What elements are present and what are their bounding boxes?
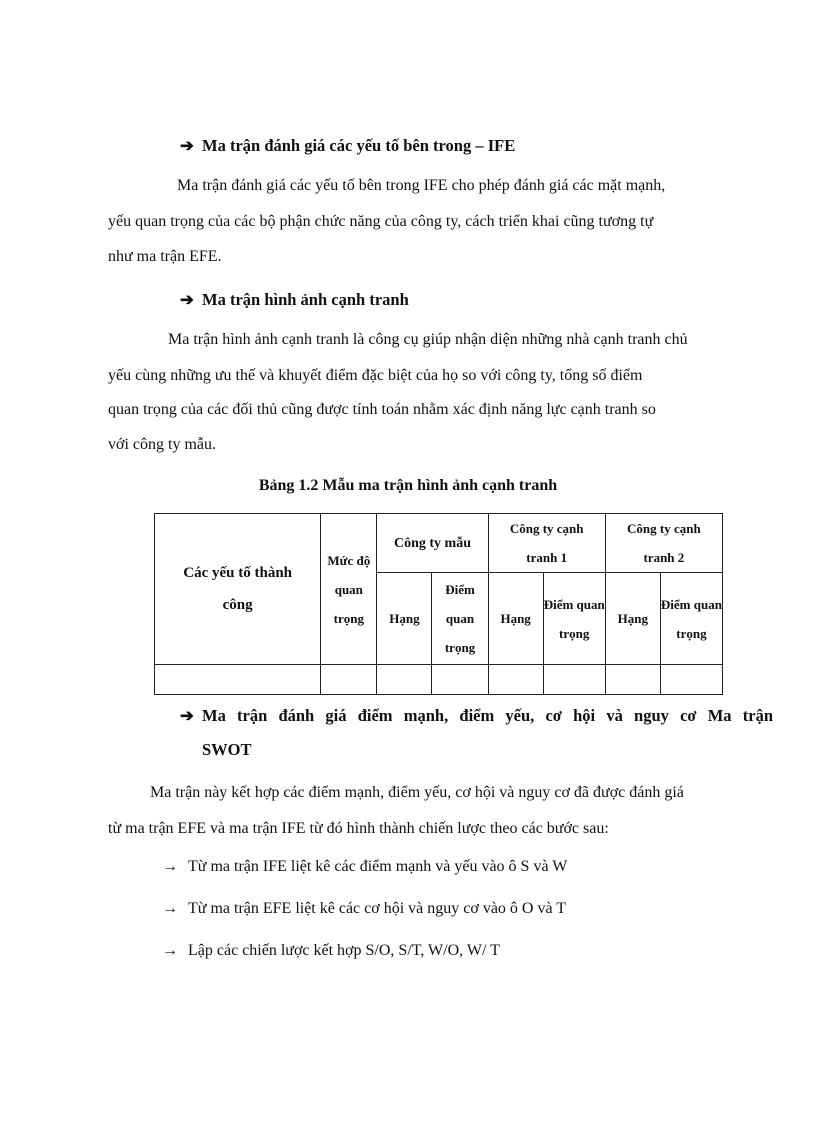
subheader-score: Điểm quan trọng	[660, 573, 722, 665]
ife-heading-text: Ma trận đánh giá các yếu tố bên trong – IFE	[202, 136, 516, 155]
arrow-right-icon: ➔	[180, 290, 194, 309]
header-competitor-1: Công ty cạnh tranh 1	[488, 514, 605, 573]
cpm-para-line-3: quan trọng của các đối thủ cũng được tính toán nhằm xác định năng lực cạnh tranh so	[108, 401, 656, 418]
arrow-right-icon: ➔	[180, 706, 194, 725]
arrow-right-icon: →	[162, 900, 178, 917]
swot-intro-line-2: từ ma trận EFE và ma trận IFE từ đó hình thành chiến lược theo các bước sau:	[108, 820, 609, 837]
table-caption: Bảng 1.2 Mẫu ma trận hình ảnh cạnh tranh	[258, 477, 558, 494]
subheader-score: Điểm quan trọng	[543, 573, 605, 665]
swot-step: → Từ ma trận EFE liệt kê các cơ hội và nguy cơ vào ô O và T	[162, 900, 567, 917]
cpm-para-line-2: yếu cùng những ưu thế và khuyết điểm đặc biệt của họ so với công ty, tổng số điểm	[108, 367, 643, 384]
subheader-rank: Hạng	[605, 573, 660, 665]
table-cell	[543, 665, 605, 695]
table-cell	[488, 665, 543, 695]
header-importance: Mức độ quan trọng	[321, 514, 377, 665]
header-sample-company: Công ty mẫu	[377, 514, 488, 573]
ife-heading	[180, 136, 515, 156]
table-cell	[432, 665, 488, 695]
subheader-rank: Hạng	[377, 573, 432, 665]
arrow-right-icon: →	[162, 942, 178, 959]
cpm-heading-text: Ma trận hình ảnh cạnh tranh	[202, 290, 409, 309]
subheader-score: Điểm quan trọng	[432, 573, 488, 665]
ife-para-line-1: Ma trận đánh giá các yếu tố bên trong IFE cho phép đánh giá các mặt mạnh,	[177, 177, 666, 194]
swot-heading-line-2: SWOT	[202, 740, 252, 759]
competitive-matrix-table	[154, 513, 723, 695]
cpm-para-line-1: Ma trận hình ảnh cạnh tranh là công cụ giúp nhận diện những nhà cạnh tranh chủ	[168, 331, 688, 348]
table-cell	[321, 665, 377, 695]
ife-para-line-2: yếu quan trọng của các bộ phận chức năng của công ty, cách triển khai cũng tương tự	[108, 213, 654, 230]
cpm-para-line-4: với công ty mẫu.	[108, 436, 216, 453]
subheader-rank: Hạng	[488, 573, 543, 665]
header-competitor-2: Công ty cạnh tranh 2	[605, 514, 722, 573]
table-row	[155, 665, 723, 695]
header-success-factors: Các yếu tố thành công	[155, 514, 321, 665]
swot-heading	[180, 706, 773, 726]
table-cell	[660, 665, 722, 695]
table-cell	[155, 665, 321, 695]
swot-heading-text: Ma trận đánh giá điểm mạnh, điểm yếu, cơ hội và nguy cơ Ma trận	[202, 706, 773, 725]
arrow-right-icon: →	[162, 858, 178, 875]
swot-step: → Lập các chiến lược kết hợp S/O, S/T, W/O, W/ T	[162, 942, 500, 959]
cpm-heading	[180, 290, 409, 310]
arrow-right-icon: ➔	[180, 136, 194, 155]
swot-intro-line-1: Ma trận này kết hợp các điểm mạnh, điểm yếu, cơ hội và nguy cơ đã được đánh giá	[150, 784, 684, 801]
table-cell	[605, 665, 660, 695]
ife-para-line-3: như ma trận EFE.	[108, 248, 222, 265]
table-cell	[377, 665, 432, 695]
swot-step: → Từ ma trận IFE liệt kê các điểm mạnh và yếu vào ô S và W	[162, 858, 568, 875]
